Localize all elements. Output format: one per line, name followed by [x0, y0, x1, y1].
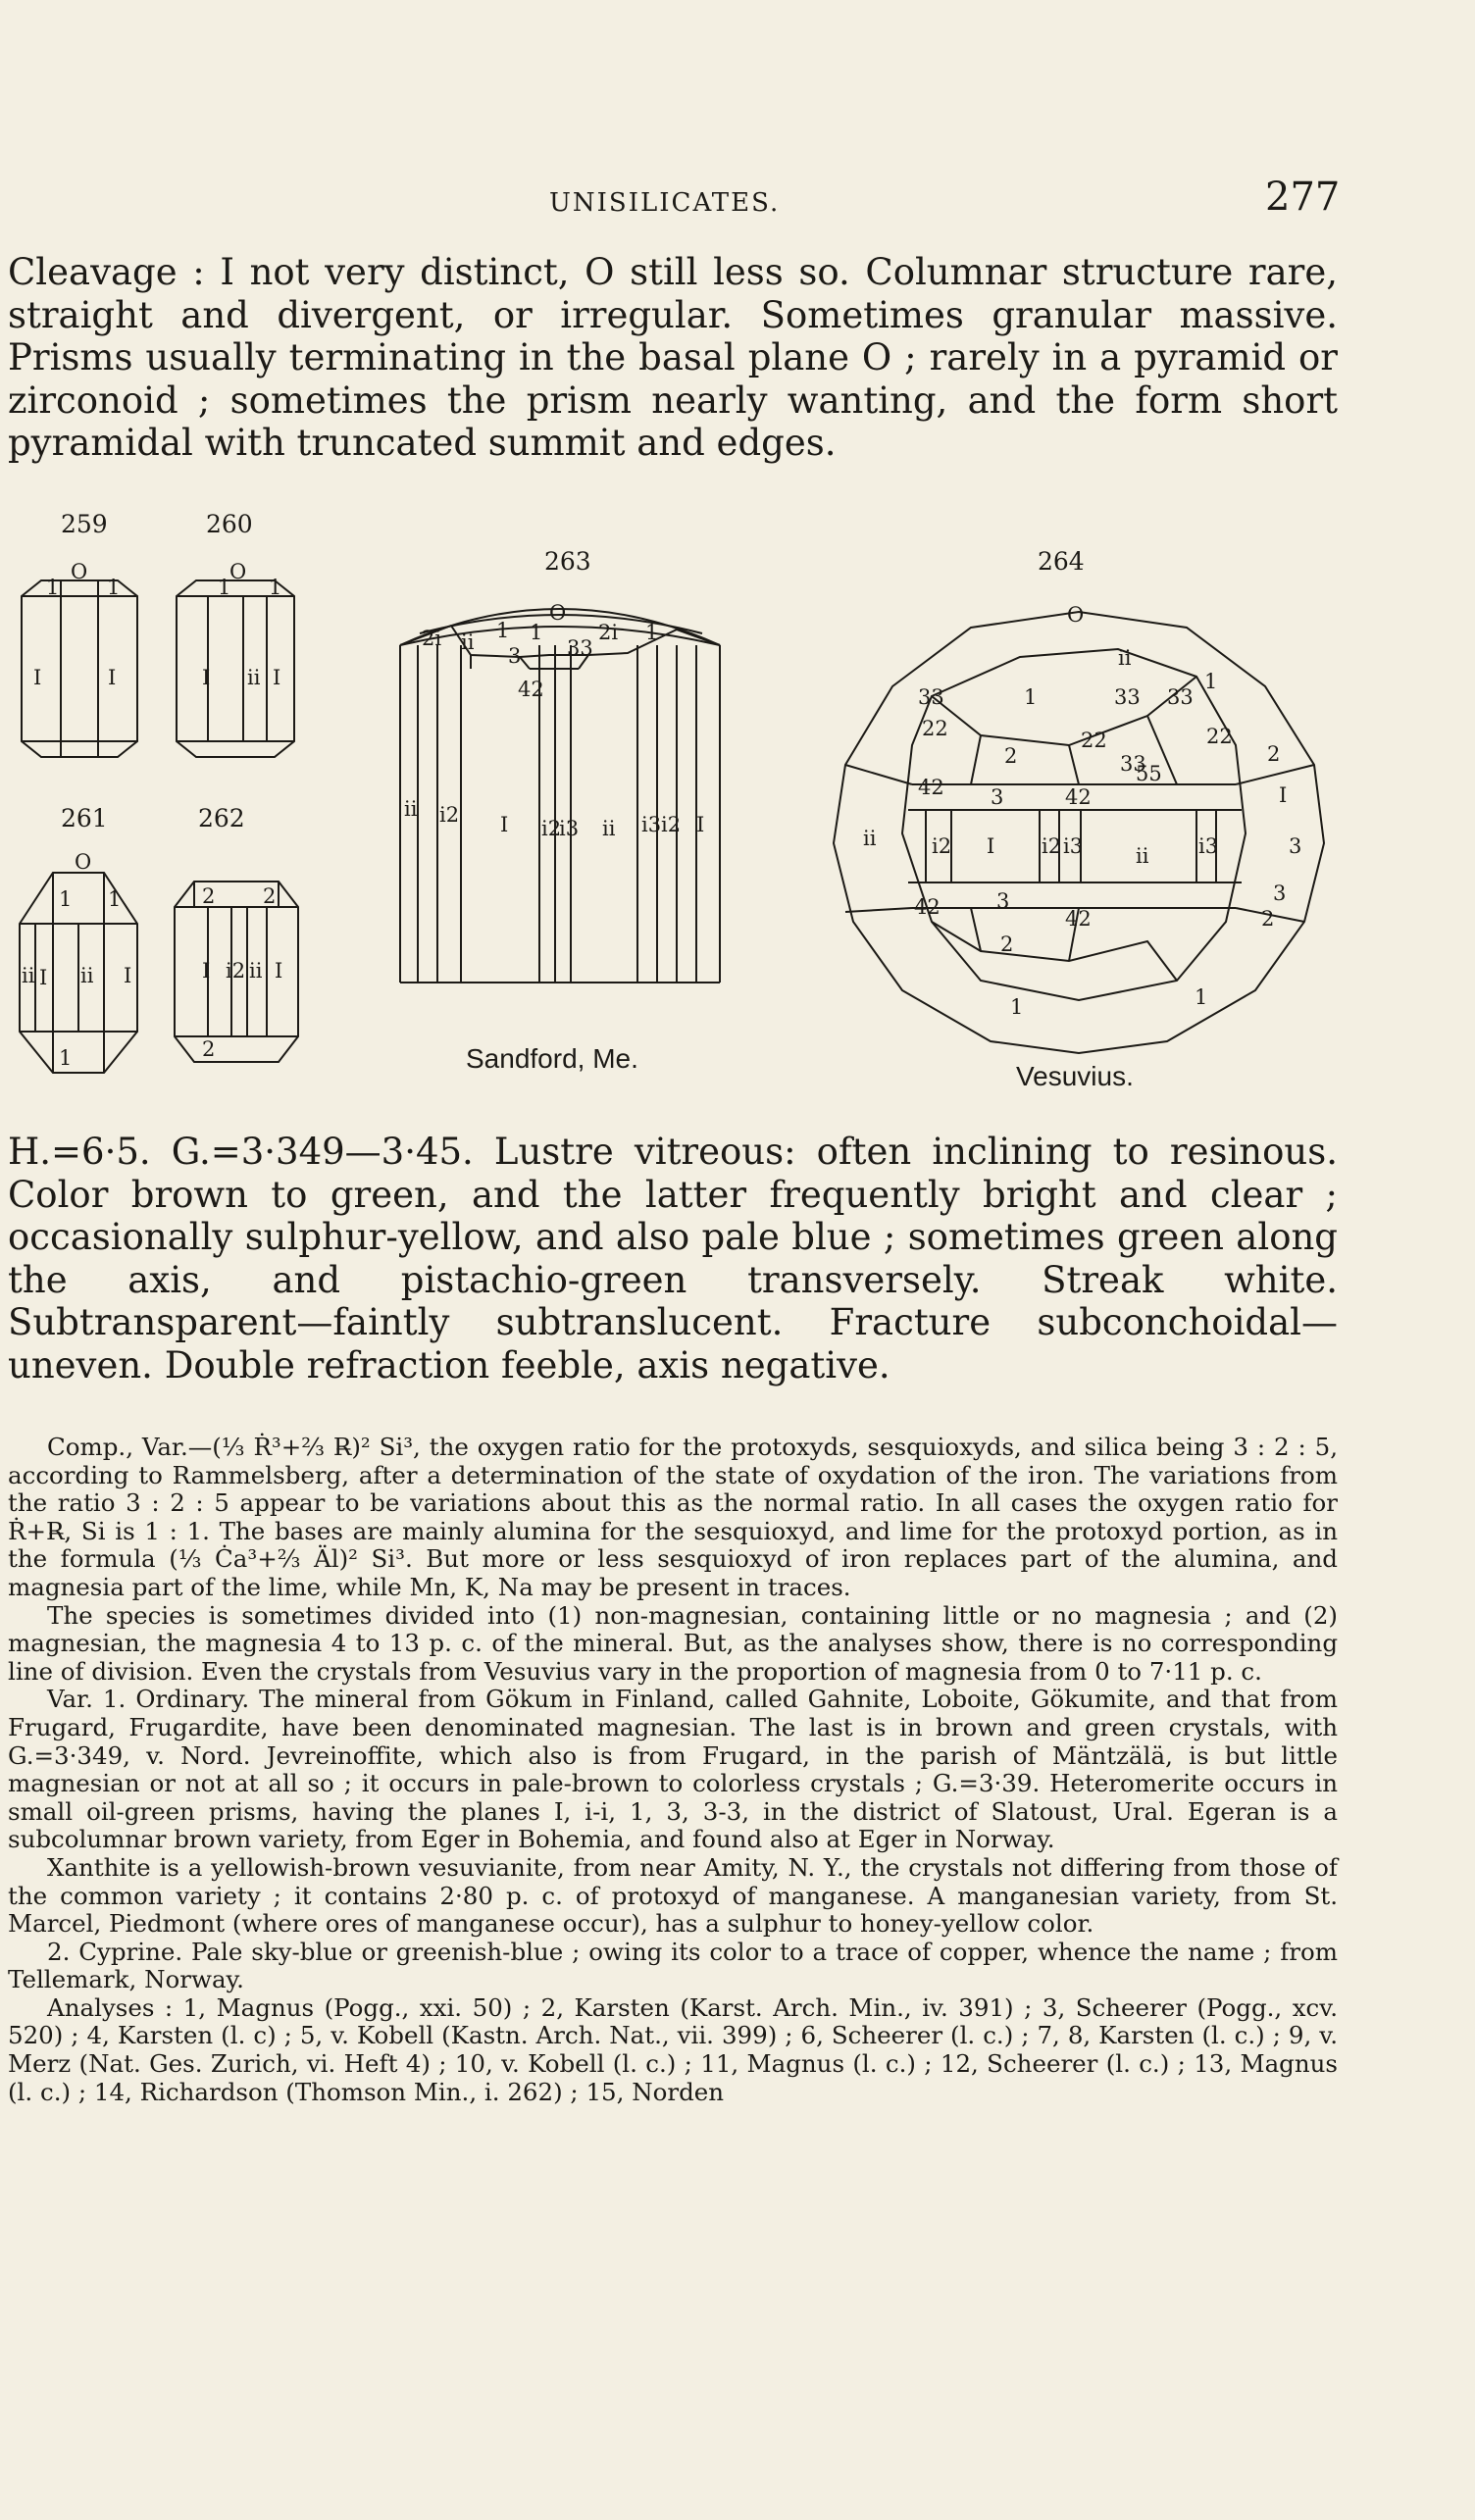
xanthite-paragraph: Xanthite is a yellowish-brown vesuvianite, from near Amity, N. Y., the crystals not differing from those of the common variety ; it contains 2·80 p. c. of protoxyd of manganese. A manganesian variety, from St. Marcel, Piedmont (where ores of manganese occur), has a sulphur to honey-yellow color. — [8, 1852, 1338, 1939]
fig264-face-i2-mid: i2 — [1042, 834, 1062, 858]
fig259-face-1-left: 1 — [46, 576, 60, 599]
intro-paragraph: Cleavage : I not very distinct, O still less so. Columnar structure rare, straight and divergent, or irregular. Sometimes granular massive. Prisms usually terminating in the basal plane O ; rarely in a pyramid or zirconoid ; sometimes the prism nearly wanting, and the form short pyramidal with truncated summit and edges. — [8, 251, 1338, 464]
crystal-figure-263 — [392, 586, 731, 998]
fig264-face-33-d: 33 — [1120, 752, 1146, 776]
fig261-face-ii-c: ii — [80, 964, 94, 987]
fig259-face-O: O — [71, 560, 88, 583]
fig264-face-42-a: 42 — [918, 776, 944, 799]
fig264-face-i3-mid: i3 — [1063, 834, 1084, 858]
cyprine-paragraph: 2. Cyprine. Pale sky-blue or greenish-blue ; owing its color to a trace of copper, whence the name ; from Tellemark, Norway. — [8, 1937, 1338, 1994]
fig263-face-i2-mid: i2 — [541, 817, 562, 840]
fig264-face-22-c: 22 — [1206, 725, 1233, 748]
fig264-face-2-d: 2 — [1261, 907, 1275, 931]
composition-paragraph-1: Comp., Var.—(⅓ Ṙ³+⅔ R̶)² Si³, the oxygen ratio for the protoxyds, sesquioxyds, and silica being 3 : 2 : 5, according to Rammelsberg, after a determination of the state of oxydation of the iron. The variations from the ratio 3 : 2 : 5 appear to be variations about this as the normal ratio. In all cases the oxygen ratio for Ṙ+R̶, Si is 1 : 1. The bases are mainly alumina for the sesquioxyd, and lime for the protoxyd portion, as in the formula (⅓ Ċa³+⅔ Äl)² Si³. But more or less sesquioxyd of iron replaces part of the alumina, and magnesia part of the lime, while Mn, K, Na may be present in traces. — [8, 1433, 1338, 1601]
fig263-face-2i-a: 2i — [422, 627, 442, 650]
fig263-face-3: 3 — [508, 644, 522, 668]
fig263-locality: Sandford, Me. — [466, 1043, 638, 1074]
figure-number-263: 263 — [544, 547, 591, 576]
fig264-face-2-a: 2 — [1004, 744, 1018, 768]
fig264-face-3-c: 3 — [996, 889, 1010, 913]
varieties-paragraph: Var. 1. Ordinary. The mineral from Gökum in Finland, called Gahnite, Loboite, Gökumite, and that from Frugard, Frugardite, have been denominated magnesian. The last is in brown and green crystals, with G.=3·349, v. Nord. Jevreinoffite, which also is from Frugard, in the parish of Mäntzälä, is but little magnesian or not at all so ; it occurs in pale-brown to colorless crystals ; G.=3·39. Heteromerite occurs in small oil-green prisms, having the planes I, i-i, 1, 3, 3-3, in the district of Slatoust, Ural. Egeran is a subcolumnar brown variety, from Eger in Bohemia, and found also at Eger in Norway. — [8, 1685, 1338, 1854]
fig259-face-I-right: I — [108, 666, 117, 689]
fig261-face-O: O — [75, 850, 92, 874]
fig264-face-i2-left: i2 — [932, 834, 952, 858]
fig263-face-1-a: 1 — [496, 619, 510, 642]
fig260-face-I-right: I — [273, 666, 281, 689]
fig259-face-1-right: 1 — [107, 576, 121, 599]
physical-properties-paragraph: H.=6·5. G.=3·349—3·45. Lustre vitreous: often inclining to resinous. Color brown to green, and the latter frequently bright and clear ; occasionally sulphur-yellow, and also pale blue ; sometimes green along the axis, and pistachio-green transversely. Streak white. Subtransparent—faintly subtranslucent. Fracture subconchoidal—uneven. Double refraction feeble, axis negative. — [8, 1131, 1338, 1386]
fig264-face-3-b: I — [1279, 783, 1288, 807]
fig264-face-22-a: 22 — [922, 717, 948, 740]
fig264-face-3-a: 3 — [991, 785, 1004, 809]
fig264-face-O: O — [1067, 603, 1085, 627]
fig263-face-ii-right: ii — [602, 817, 616, 840]
fig263-face-i3-right: i3 — [641, 813, 662, 836]
fig263-face-42: 42 — [518, 678, 544, 701]
fig259-face-I-left: I — [33, 666, 42, 689]
fig263-face-i2-right: i2 — [661, 813, 682, 836]
composition-paragraph-2: The species is sometimes divided into (1) non-magnesian, containing little or no magnesia ; and (2) magnesian, the magnesia 4 to 13 p. c. of the mineral. But, as the analyses show, there is no corresponding line of division. Even the crystals from Vesuvius vary in the proportion of magnesia from 0 to 7·11 p. c. — [8, 1600, 1338, 1686]
figure-number-261: 261 — [61, 804, 108, 832]
fig263-face-i2-left: i2 — [439, 803, 460, 827]
fig264-face-33-a: 33 — [1114, 685, 1141, 709]
fig262-face-i2: i2 — [226, 959, 246, 983]
crystal-figure-261 — [14, 850, 141, 1081]
fig264-face-ii-right: ii — [1136, 844, 1149, 868]
running-head: UNISILICATES. — [549, 188, 781, 218]
fig264-face-1-top: 1 — [1024, 685, 1038, 709]
fig264-face-3-d: 3 — [1273, 882, 1287, 905]
fig262-face-2-left: 2 — [202, 884, 216, 908]
fig264-face-42-c: 42 — [914, 895, 941, 919]
fig264-face-42-d: 42 — [1065, 907, 1092, 931]
fig261-face-ii-a: ii — [22, 964, 35, 987]
fig264-locality: Vesuvius. — [1016, 1061, 1134, 1091]
fig264-face-I-right: 3 — [1289, 834, 1302, 858]
composition-notes — [8, 1434, 1338, 2106]
fig264-face-2-b: 2 — [1267, 742, 1281, 766]
figure-number-264: 264 — [1038, 547, 1085, 576]
fig263-face-2i-b: 2i — [598, 621, 619, 644]
fig264-inner-zone — [902, 649, 1246, 1000]
fig260-face-1-right: 1 — [269, 576, 282, 599]
crystal-figure-262 — [169, 868, 306, 1074]
fig264-face-33-c: 33 — [918, 685, 944, 709]
fig263-face-ii-left: ii — [404, 797, 418, 821]
fig262-face-2-right: 2 — [263, 884, 277, 908]
fig264-outline — [834, 612, 1324, 1053]
fig263-face-O: O — [549, 601, 567, 625]
fig263-face-1-b: 1 — [645, 621, 659, 644]
fig261-face-I-b: I — [39, 966, 48, 989]
fig264-face-55: 55 — [1136, 762, 1162, 785]
figure-number-259: 259 — [61, 510, 108, 538]
fig264-face-33-b: 33 — [1167, 685, 1194, 709]
fig262-face-I-d: I — [275, 959, 283, 983]
fig260-face-ii: ii — [247, 666, 261, 689]
fig264-face-22-b: 22 — [1081, 729, 1107, 752]
fig260-face-1-left: 1 — [218, 576, 231, 599]
crystal-figure-264 — [824, 588, 1334, 1057]
fig260-face-O: O — [229, 560, 247, 583]
fig263-face-i3-mid: i3 — [559, 817, 580, 840]
fig264-face-i3-right: i3 — [1198, 834, 1219, 858]
fig263-face-1-c: 1 — [530, 621, 543, 644]
fig263-face-I: I — [500, 813, 509, 836]
fig261-face-1-right: 1 — [108, 887, 122, 911]
fig262-face-I-a: I — [202, 959, 211, 983]
fig264-face-1-topright: 1 — [1204, 670, 1218, 693]
fig263-face-ii-top: ii — [461, 630, 475, 654]
fig263-face-33: 33 — [567, 636, 593, 660]
fig264-face-ii-top: ii — [1118, 646, 1132, 670]
crystal-figure-259 — [14, 560, 141, 768]
fig261-face-I-d: I — [124, 964, 132, 987]
fig264-face-1-bottom: 1 — [1010, 995, 1024, 1019]
analyses-paragraph: Analyses : 1, Magnus (Pogg., xxi. 50) ; 2, Karsten (Karst. Arch. Min., iv. 391) ; 3, Scheerer (Pogg., xcv. 520) ; 4, Karsten (l. c) ; 5, v. Kobell (Kastn. Arch. Nat., vii. 399) ; 6, Scheerer (l. c.) ; 7, 8, Karsten (l. c.) ; 9, v. Merz (Nat. Ges. Zurich, vi. Heft 4) ; 10, v. Kobell (l. c.) ; 11, Magnus (l. c.) ; 12, Scheerer (l. c.) ; 13, Magnus (l. c.) ; 14, Richardson (Thomson Min., i. 262) ; 15, Norden — [8, 1992, 1338, 2106]
fig264-face-1-bottomright: 1 — [1195, 985, 1208, 1009]
fig261-face-1-bottom: 1 — [59, 1046, 73, 1070]
fig260-face-I-left: I — [202, 666, 211, 689]
fig261-face-1-left: 1 — [59, 887, 73, 911]
crystal-figure-260 — [169, 560, 301, 768]
page-number: 277 — [1265, 175, 1341, 220]
fig264-face-ii-left: ii — [863, 827, 877, 850]
fig264-face-42-b: 42 — [1065, 785, 1092, 809]
fig264-face-2-c: 2 — [1000, 932, 1014, 956]
fig262-face-ii: ii — [249, 959, 263, 983]
figure-number-260: 260 — [206, 510, 253, 538]
fig264-face-I: I — [987, 834, 995, 858]
fig263-face-I-right: I — [696, 813, 705, 836]
figure-number-262: 262 — [198, 804, 245, 832]
fig262-face-2-bottom: 2 — [202, 1037, 216, 1061]
